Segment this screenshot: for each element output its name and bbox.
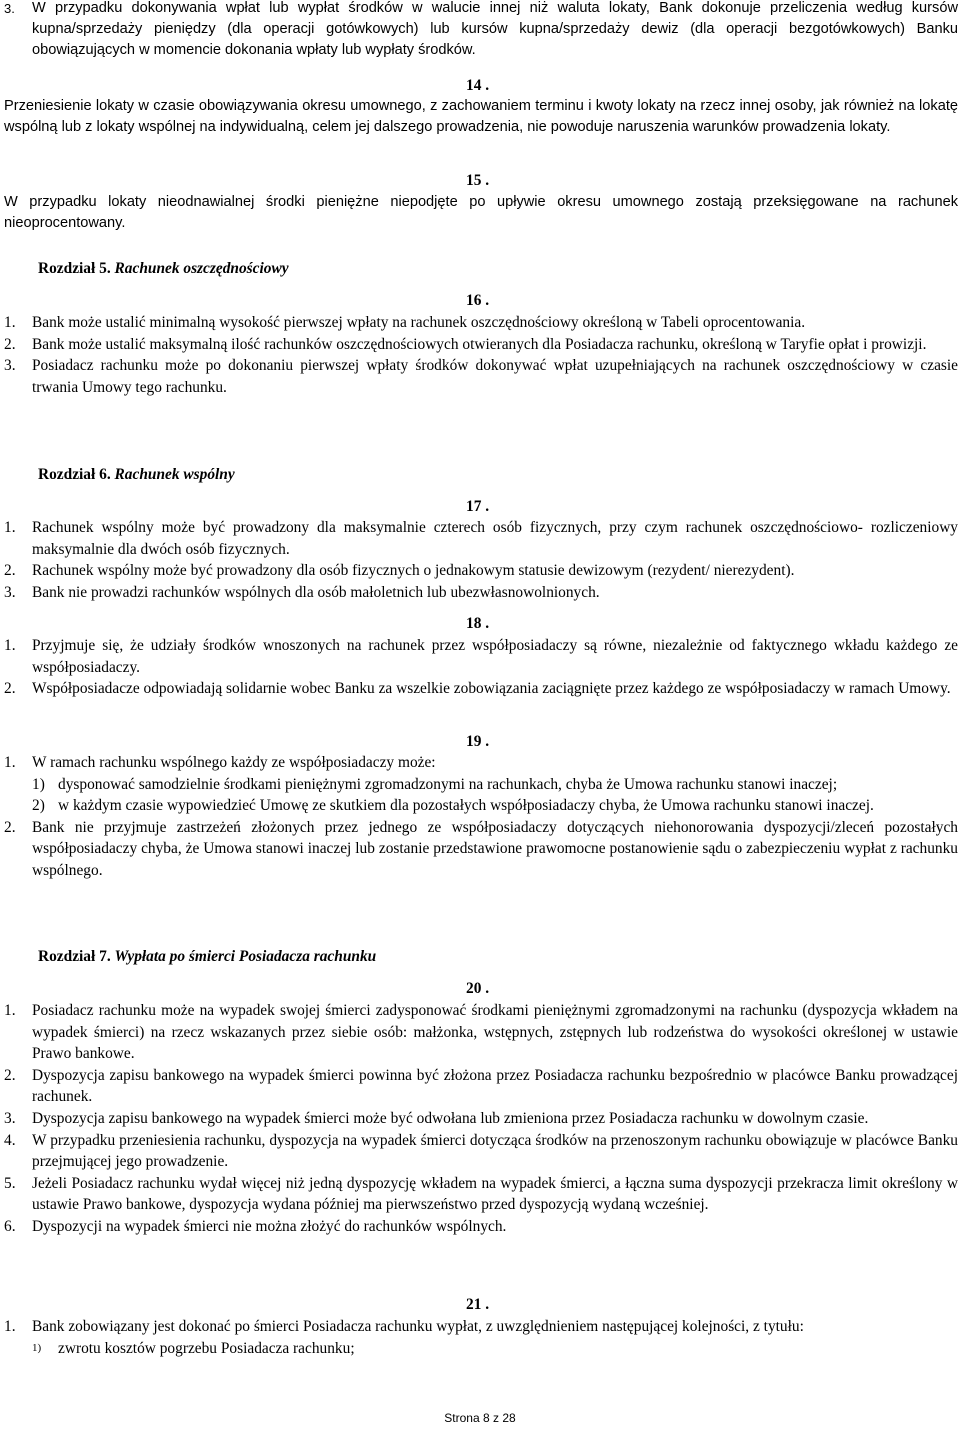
list-item: 1. Posiadacz rachunku może na wypadek swojej śmierci zadysponować środkami pieniężnymi zgromadzonymi na rachunku (dyspozycja wkładem na wypadek śmierci) na rzecz wskazanych przez siebie osób: małżonka, wstępnych, zstępnych lub rodzeństwa do wysokości określonej w ustawie Prawo bankowe. xyxy=(4,1002,958,1063)
paragraph-number-20: 20 . xyxy=(466,980,490,997)
list-item: 3. Dyspozycja zapisu bankowego na wypadek śmierci może być odwołana lub zmieniona przez Posiadacza rachunku w dowolnym czasie. xyxy=(4,1109,869,1127)
paragraph-19-list xyxy=(4,752,958,882)
chapter-title: Rachunek wspólny xyxy=(114,466,235,483)
sub-list-item: 2) w każdym czasie wypowiedzieć Umowę ze skutkiem dla pozostałych współposiadaczy chyba, że Umowa rachunku stanowi inaczej. xyxy=(32,797,874,815)
paragraph-number-18: 18 . xyxy=(466,615,490,632)
list-item: 5. Jeżeli Posiadacz rachunku wydał więcej niż jedną dyspozycję wkładem na wypadek śmierci, a łączna suma dyspozycji przekracza limit określony w ustawie Prawo bankowe, dyspozycja wydana później ma pierwszeństwo przed dyspozycją wydaną wcześniej. xyxy=(4,1174,958,1214)
page-number-footer: Strona 8 z 28 xyxy=(444,1411,516,1425)
paragraph-17-list xyxy=(4,517,958,603)
list-item: 2. Bank może ustalić maksymalną ilość rachunków oszczędnościowych otwieranych dla Posiadacza rachunku, określoną w Taryfie opłat i prowizji. xyxy=(4,335,927,353)
paragraph-number-19: 19 . xyxy=(466,733,490,750)
list-item: 2. Dyspozycja zapisu bankowego na wypadek śmierci powinna być złożona przez Posiadacza rachunku bezpośrednio w placówce Banku prowadzącej rachunek. xyxy=(4,1066,958,1106)
intro-paragraph xyxy=(4,0,958,61)
chapter-label: Rozdział 5. xyxy=(38,260,111,277)
chapter-label: Rozdział 7. xyxy=(38,948,111,965)
item-text: W przypadku dokonywania wpłat lub wypłat środków w walucie innej niż waluta lokaty, Bank dokonuje przeliczenia według kursów kupna/sprzedaży pieniędzy (dla operacji gotówkowych) lub kursów kupna/sprzedaży dewiz (dla operacji bezgotówkowych) Banku obowiązujących w momencie dokonania wpłaty lub wypłaty środków. xyxy=(32,0,958,58)
list-item: 2. Bank nie przyjmuje zastrzeżeń złożonych przez jednego ze współposiadaczy dotyczących niehonorowania dyspozycji/zleceń pozostałych współposiadaczy chyba, że Umowa stanowi inaczej lub zostanie przedstawione prawomocne postanowienie sądu o zabezpieczeniu wypłat z rachunku wspólnego. xyxy=(4,818,958,879)
paragraph-number-17: 17 . xyxy=(466,498,490,515)
paragraph-16-list xyxy=(4,312,958,398)
paragraph-number-14: 14 . xyxy=(466,77,490,94)
chapter-7-heading xyxy=(38,946,376,968)
paragraph-18-list xyxy=(4,635,958,700)
list-item: 1. Bank może ustalić minimalną wysokość pierwszej wpłaty na rachunek oszczędnościowy określoną w Tabeli oprocentowania. xyxy=(4,314,806,331)
list-item xyxy=(4,0,958,61)
list-item: 3. Bank nie prowadzi rachunków wspólnych dla osób małoletnich lub ubezwłasnowolnionych. xyxy=(4,583,600,601)
chapter-6-heading xyxy=(38,464,235,486)
paragraph-number-16: 16 . xyxy=(466,292,490,309)
list-item: 2. Współposiadacze odpowiadają solidarnie wobec Banku za wszelkie zobowiązania zaciągnięte przez każdego ze współposiadaczy w ramach Umowy. xyxy=(4,680,951,698)
list-item: 6. Dyspozycji na wypadek śmierci nie można złożyć do rachunków wspólnych. xyxy=(4,1217,507,1235)
list-item: 1. Przyjmuje się, że udziały środków wnoszonych na rachunek przez współposiadaczy są równe, niezależnie od faktycznego wkładu każdego ze współposiadaczy. xyxy=(4,637,958,676)
paragraph-number-21: 21 . xyxy=(466,1296,490,1313)
list-item: 4. W przypadku przeniesienia rachunku, dyspozycja na wypadek śmierci dotycząca środków na przenoszonym rachunku obowiązuje w placówce Banku przejmującej jego prowadzenie. xyxy=(4,1131,958,1171)
chapter-5-heading xyxy=(38,258,289,280)
paragraph-21-list xyxy=(4,1316,958,1359)
list-item: 2. Rachunek wspólny może być prowadzony dla osób fizycznych o jednakowym statusie dewizowym (rezydent/ nierezydent). xyxy=(4,562,795,580)
list-item: 3. Posiadacz rachunku może po dokonaniu pierwszej wpłaty środków dokonywać wpłat uzupełniających na rachunek oszczędnościowy w czasie trwania Umowy tego rachunku. xyxy=(4,357,958,396)
paragraph-20-list xyxy=(4,1000,958,1238)
sub-list-item: 1) zwrotu kosztów pogrzebu Posiadacza rachunku; xyxy=(32,1339,355,1357)
list-item: 1. W ramach rachunku wspólnego każdy ze współposiadaczy może: xyxy=(4,754,436,771)
paragraph-15-text: W przypadku lokaty nieodnawialnej środki pieniężne niepodjęte po upływie okresu umownego zostają przeksięgowane na rachunek nieoprocentowany. xyxy=(4,194,958,231)
sub-list-item: 1) dysponować samodzielnie środkami pieniężnymi zgromadzonymi na rachunkach, chyba że Umowa rachunku stanowi inaczej; xyxy=(32,775,838,793)
chapter-title: Rachunek oszczędnościowy xyxy=(114,260,289,277)
chapter-title: Wypłata po śmierci Posiadacza rachunku xyxy=(114,948,377,965)
list-item: 1. Rachunek wspólny może być prowadzony dla maksymalnie czterech osób fizycznych, przy czym rachunek oszczędnościowo- rozliczeniowy maksymalnie dla dwóch osób fizycznych. xyxy=(4,519,958,558)
paragraph-number-15: 15 . xyxy=(466,172,490,189)
paragraph-14-text: Przeniesienie lokaty w czasie obowiązywania okresu umownego, z zachowaniem terminu i kwoty lokaty na rzecz innej osoby, jak również na lokatę wspólną lub z lokaty wspólnej na indywidualną, celem jej dalszego prowadzenia, nie powoduje naruszenia warunków prowadzenia lokaty. xyxy=(4,98,958,135)
chapter-label: Rozdział 6. xyxy=(38,466,111,483)
list-item: 1. Bank zobowiązany jest dokonać po śmierci Posiadacza rachunku wypłat, z uwzględnieniem następującej kolejności, z tytułu: xyxy=(4,1318,804,1335)
item-number: 3. xyxy=(4,1,15,16)
